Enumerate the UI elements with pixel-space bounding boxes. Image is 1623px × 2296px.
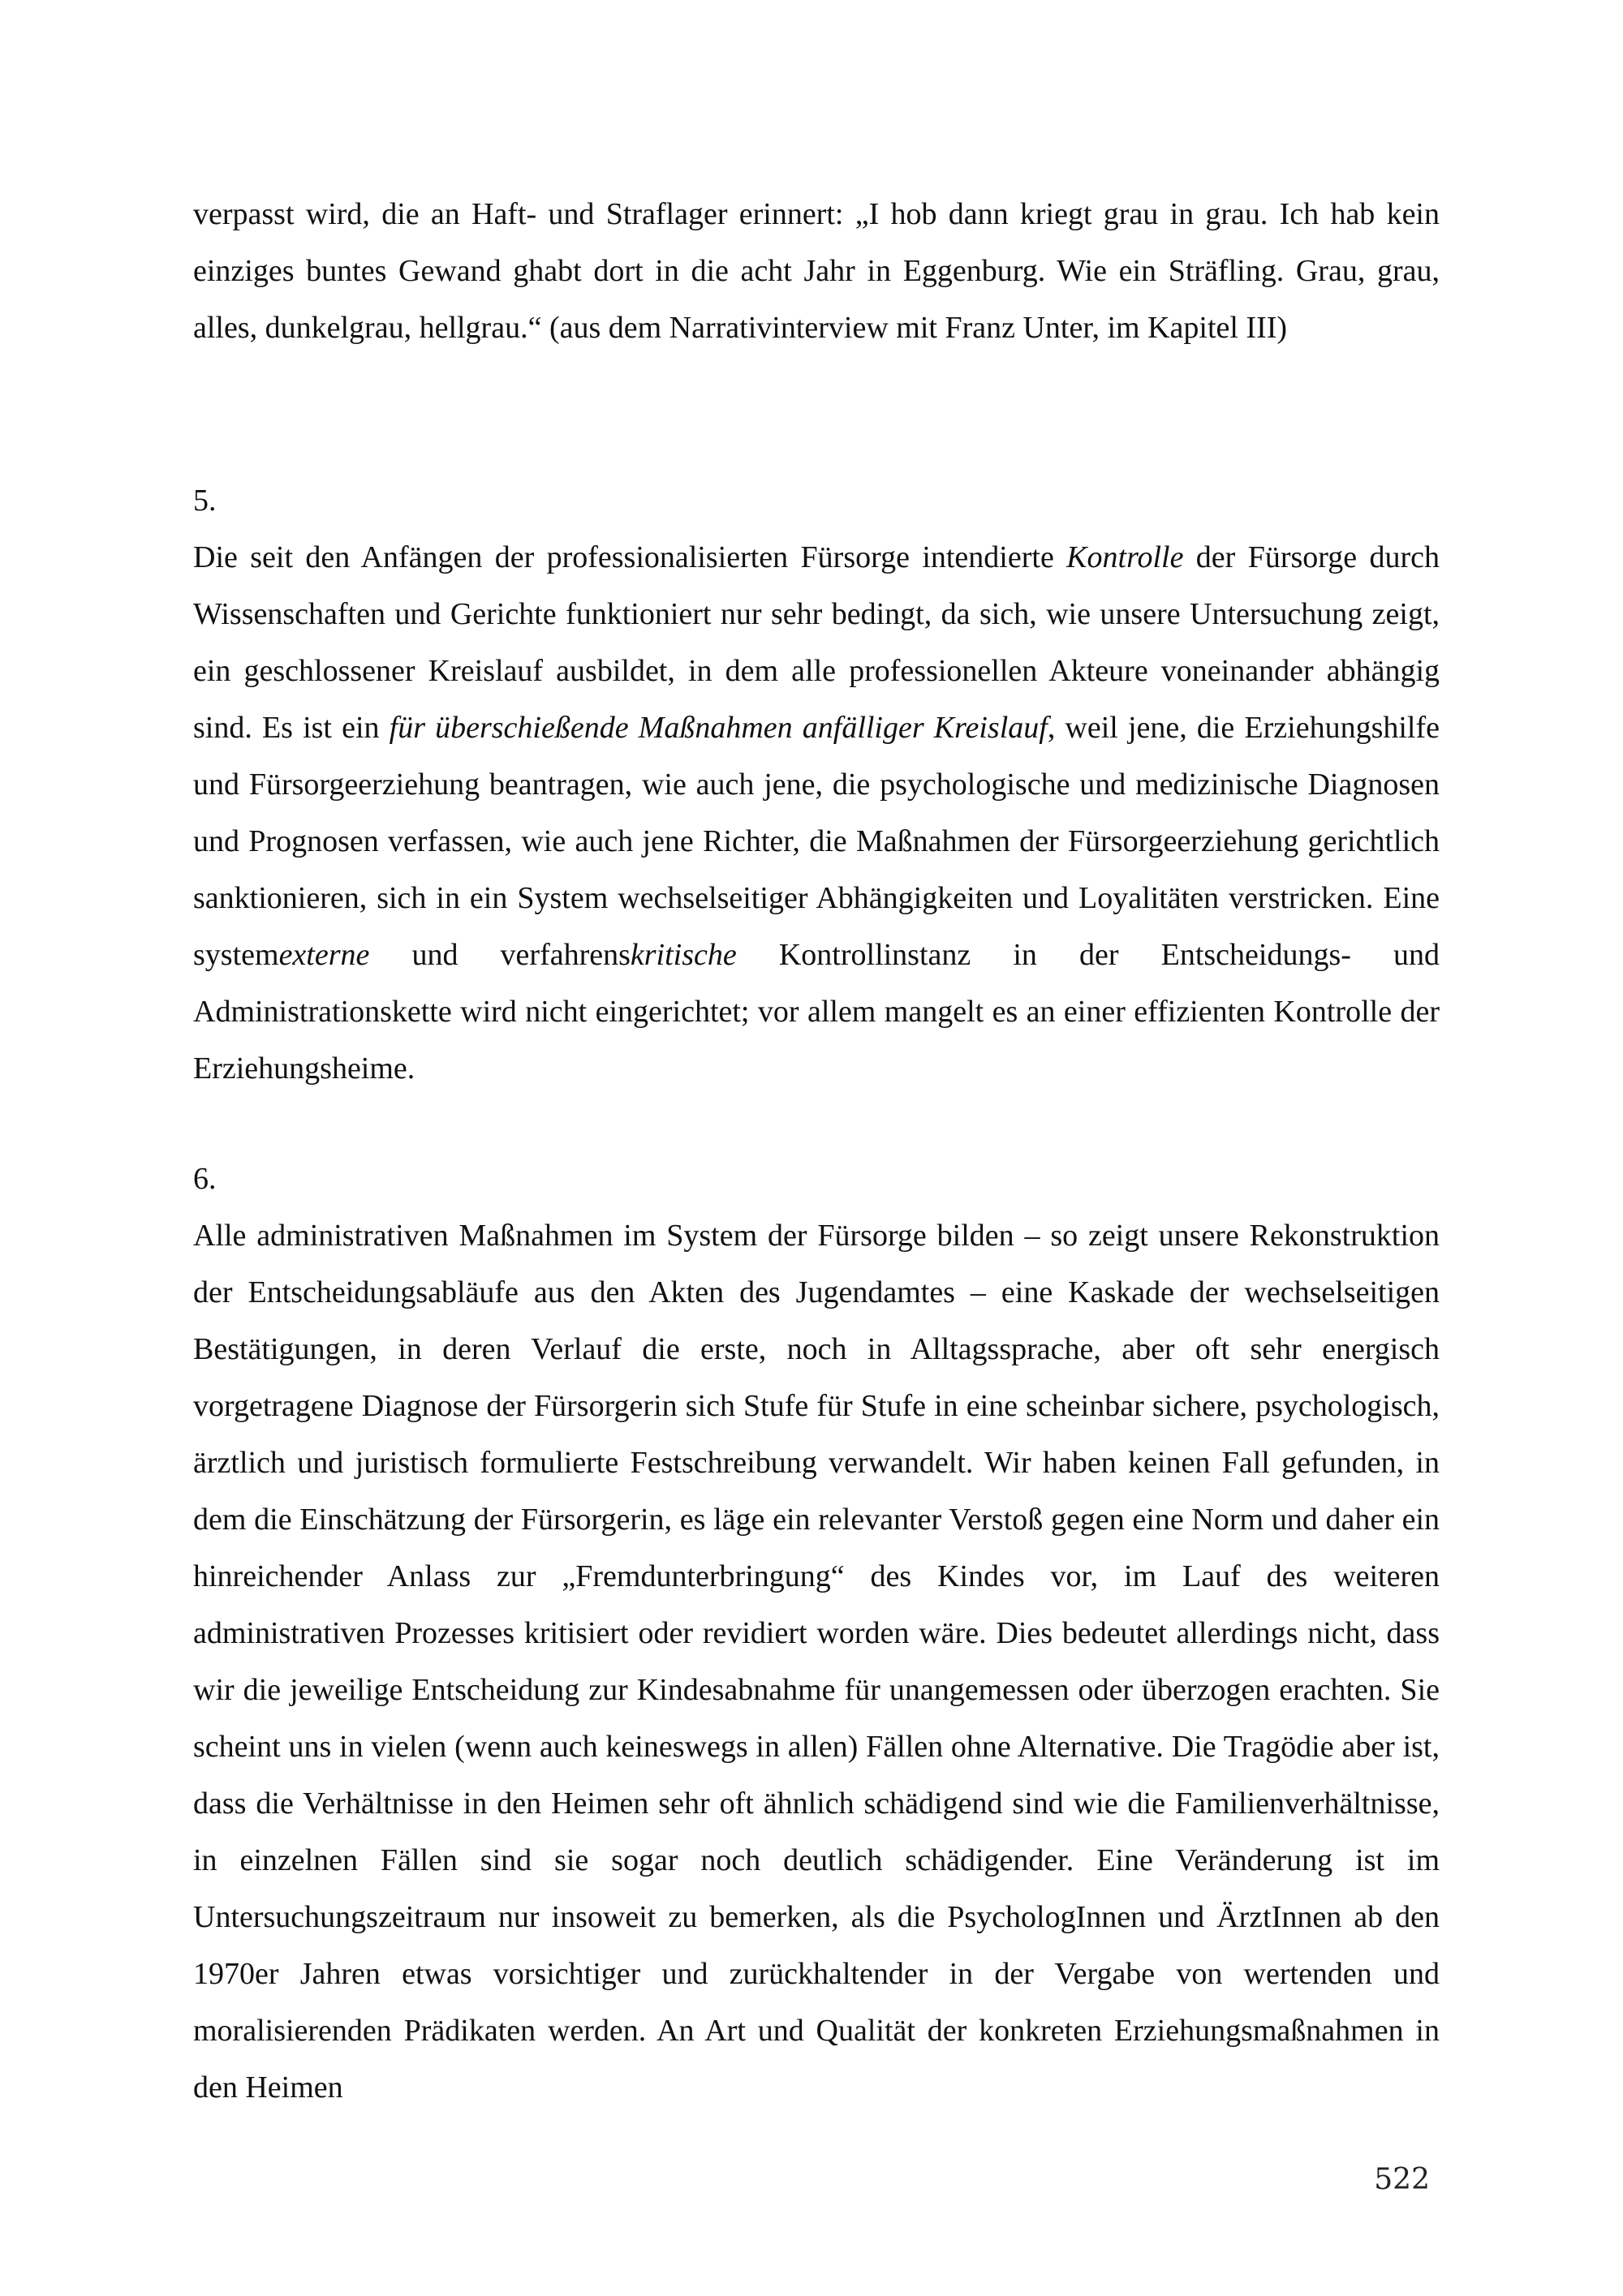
text-run: Kontrollinstanz in der Entscheidungs- und Administrationskette wird nicht eingerichtet; vor allem mangelt es an einer effizienten Kontrolle der Erziehungsheime. bbox=[193, 938, 1440, 1086]
section-number: 5. bbox=[193, 484, 217, 518]
text-run: und verfahrens bbox=[369, 938, 631, 972]
text-run: , weil jene, die Erziehungshilfe und Fürsorgeerziehung beantragen, wie auch jene, die psychologische und medizinische Diagnosen und Prognosen verfassen, wie auch jene Richter, die Maßnahmen der Fürsorgeerziehung gerichtlich sanktionieren, sich in ein System wechselseitiger Abhängigkeiten und Loyalitäten verstricken. Eine system bbox=[193, 711, 1440, 972]
section-6-paragraph: Alle administrativen Maßnahmen im System der Fürsorge bilden – so zeigt unsere Rekonstruktion der Entscheidungsabläufe aus den Akten des Jugendamtes – eine Kaskade der wechselseitigen Bestätigungen, in deren Verlauf die erste, noch in Alltagssprache, aber oft sehr energisch vorgetragene Diagnose der Fürsorgerin sich Stufe für Stufe in eine scheinbar sichere, psychologisch, ärztlich und juristisch formulierte Festschreibung verwandelt. Wir haben keinen Fall gefunden, in dem die Einschätzung der Fürsorgerin, es läge ein relevanter Verstoß gegen eine Norm und daher ein hinreichender Anlass zur „Fremdunterbringung“ des Kindes vor, im Lauf des weiteren administrativen Prozesses kritisiert oder revidiert worden wäre. Dies bedeutet allerdings nicht, dass wir die jeweilige Entscheidung zur Kindesabnahme für unangemessen oder überzogen erachten. Sie scheint uns in vielen (wenn auch keineswegs in allen) Fällen ohne Alternative. Die Tragödie aber ist, dass die Verhältnisse in den Heimen sehr oft ähnlich schädigend sind wie die Familienverhältnisse, in einzelnen Fällen sind sie sogar noch deutlich schädigender. Eine Veränderung ist im Untersuchungszeitraum nur insoweit zu bemerken, als die PsychologInnen und ÄrztInnen ab den 1970er Jahren etwas vorsichtiger und zurückhaltender in der Vergabe von wertenden und moralisierenden Prädikaten werden. An Art und Qualität der konkreten Erziehungsmaßnahmen in den Heimen bbox=[193, 1219, 1440, 2105]
page-number: 522 bbox=[1374, 2163, 1430, 2196]
text-run: der Fürsorge durch Wissenschaften und Gerichte funktioniert nur sehr bedingt, da sich, wie unsere Untersuchung zeigt, ein geschlossener Kreislauf ausbildet, in dem alle professionellen Akteure voneinander abhängig sind. Es ist ein bbox=[193, 540, 1440, 745]
section-5 bbox=[193, 472, 1440, 1097]
section-number: 6. bbox=[193, 1162, 217, 1196]
text-run: Die seit den Anfängen der professionalisierten Fürsorge intendierte bbox=[193, 540, 1067, 574]
continuation-paragraph bbox=[193, 186, 1440, 356]
section-5-paragraph bbox=[193, 529, 1440, 1097]
italic-run: für überschießende Maßnahmen anfälliger Kreislauf bbox=[389, 711, 1048, 745]
paragraph-text: verpasst wird, die an Haft- und Straflager erinnert: „I hob dann kriegt grau in grau. Ich hab kein einziges buntes Gewand ghabt dort in die acht Jahr in Eggenburg. Wie ein Sträfling. Grau, grau, alles, dunkelgrau, hellgrau.“ (aus dem Narrativinterview mit Franz Unter, im Kapitel III) bbox=[193, 197, 1440, 345]
italic-run: externe bbox=[278, 938, 370, 972]
italic-run: Kontrolle bbox=[1066, 540, 1184, 574]
italic-run: kritische bbox=[630, 938, 737, 972]
section-6 bbox=[193, 1150, 1440, 2116]
